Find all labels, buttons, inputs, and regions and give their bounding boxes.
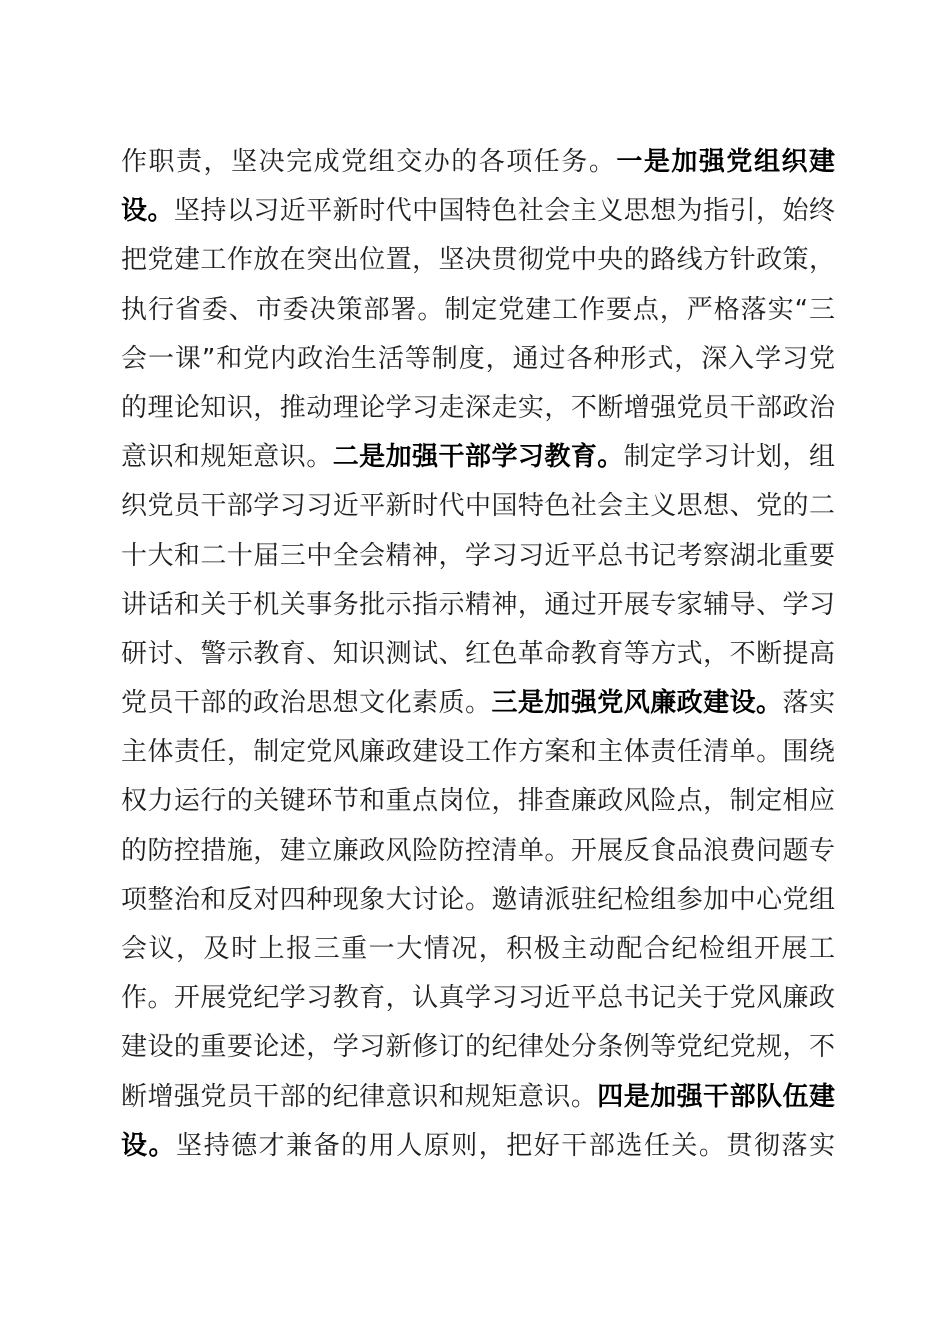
text-line [121, 679, 835, 728]
body-text: 讲话和关于机关事务批示指示精神，通过开展专家辅导、学习 [121, 589, 835, 620]
text-line [121, 876, 835, 925]
text-line [121, 728, 835, 777]
body-text: 坚持以习近平新时代中国特色社会主义思想为指引，始终 [173, 196, 835, 227]
body-text: 的防控措施，建立廉政风险防控清单。开展反食品浪费问题专 [121, 835, 835, 866]
body-text: 研讨、警示教育、知识测试、红色革命教育等方式，不断提高 [121, 638, 835, 669]
body-text: 项整治和反对四种现象大讨论。邀请派驻纪检组参加中心党组 [121, 884, 835, 915]
body-text: 断增强党员干部的纪律意识和规矩意识。 [121, 1081, 598, 1112]
text-line [121, 138, 835, 187]
body-text: 建设的重要论述，学习新修订的纪律处分条例等党纪党规，不 [121, 1032, 835, 1063]
text-line [121, 925, 835, 974]
text-line [121, 236, 835, 285]
body-text: 作。开展党纪学习教育，认真学习习近平总书记关于党风廉政 [121, 983, 835, 1014]
body-text: 会一课”和党内政治生活等制度，通过各种形式，深入学习党 [121, 343, 835, 374]
text-line [121, 777, 835, 826]
text-line [121, 1073, 835, 1122]
text-line [121, 286, 835, 335]
bold-heading-text: 四是加强干部队伍建 [597, 1081, 835, 1112]
body-text: 的理论知识，推动理论学习走深走实，不断增强党员干部政治 [121, 392, 835, 423]
bold-heading-text: 二是加强干部学习教育。 [332, 442, 624, 473]
body-text: 落实 [782, 688, 835, 719]
body-text: 执行省委、市委决策部署。制定党建工作要点，严格落实“三 [121, 294, 835, 325]
body-text: 织党员干部学习习近平新时代中国特色社会主义思想、党的二 [121, 491, 835, 522]
text-line [121, 1122, 835, 1171]
body-text: 十大和二十届三中全会精神，学习习近平总书记考察湖北重要 [121, 540, 835, 571]
text-line [121, 974, 835, 1023]
body-text: 作职责，坚决完成党组交办的各项任务。 [121, 147, 617, 177]
bold-heading-text: 一是加强党组织建 [616, 147, 835, 177]
bold-heading-text: 设。 [121, 196, 174, 227]
body-text: 坚持德才兼备的用人原则，把好干部选任关。贯彻落实 [176, 1130, 835, 1161]
body-text: 意识和规矩意识。 [121, 442, 333, 473]
text-line [121, 433, 835, 482]
body-text: 把党建工作放在突出位置，坚决贯彻党中央的路线方针政策， [121, 245, 835, 276]
bold-heading-text: 三是加强党风廉政建设。 [491, 688, 783, 719]
body-text: 权力运行的关键环节和重点岗位，排查廉政风险点，制定相应 [121, 786, 835, 817]
text-line [121, 1023, 835, 1072]
text-line [121, 581, 835, 630]
bold-heading-text: 设。 [121, 1130, 177, 1161]
body-paragraph [121, 138, 835, 1171]
body-text: 主体责任，制定党风廉政建设工作方案和主体责任清单。围绕 [121, 737, 835, 768]
text-line [121, 335, 835, 384]
text-line [121, 384, 835, 433]
text-line [121, 630, 835, 679]
body-text: 制定学习计划，组 [623, 442, 835, 473]
text-line [121, 827, 835, 876]
text-line [121, 482, 835, 531]
body-text: 党员干部的政治思想文化素质。 [121, 688, 492, 719]
text-line [121, 187, 835, 236]
body-text: 会议，及时上报三重一大情况，积极主动配合纪检组开展工 [121, 934, 835, 964]
text-line [121, 532, 835, 581]
